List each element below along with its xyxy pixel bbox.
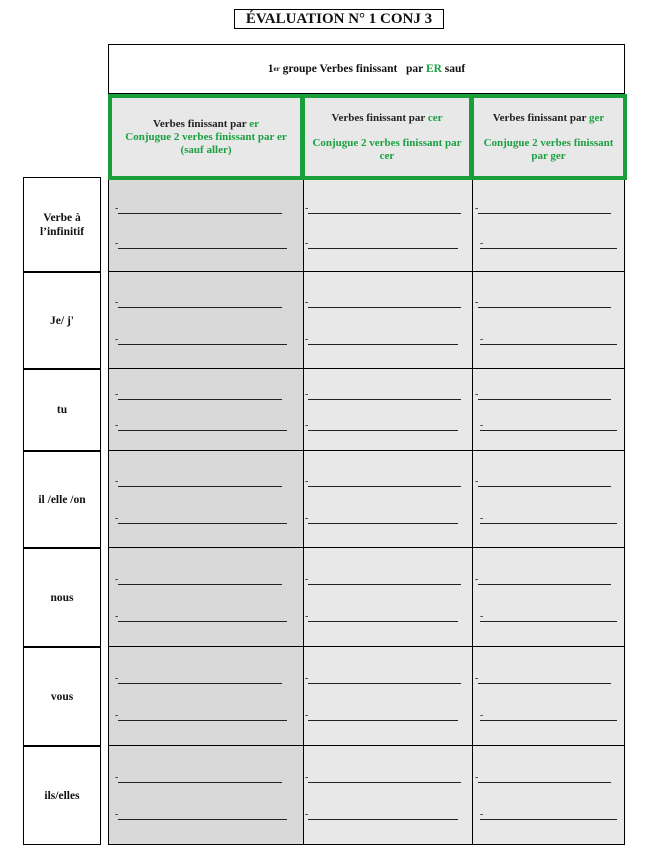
answer-line[interactable] bbox=[118, 344, 287, 345]
header-prefix: 1 bbox=[267, 63, 274, 75]
dash-marker: - bbox=[305, 334, 309, 345]
dash-marker: - bbox=[305, 772, 309, 783]
answer-cell[interactable] bbox=[303, 548, 473, 647]
answer-cell[interactable] bbox=[472, 451, 625, 548]
answer-cell[interactable] bbox=[472, 369, 625, 451]
answer-line[interactable] bbox=[118, 782, 282, 783]
dash-marker: - bbox=[115, 476, 119, 487]
answer-cell[interactable] bbox=[303, 272, 473, 369]
dash-marker: - bbox=[480, 710, 484, 721]
answer-line[interactable] bbox=[480, 720, 617, 721]
row-label: nous bbox=[23, 548, 101, 647]
dash-marker: - bbox=[115, 513, 119, 524]
dash-marker: - bbox=[305, 673, 309, 684]
dash-marker: - bbox=[115, 772, 119, 783]
column-ending: cer bbox=[427, 111, 443, 124]
dash-marker: - bbox=[115, 238, 119, 249]
column-label: Verbes finissant par bbox=[331, 111, 428, 124]
dash-marker: - bbox=[475, 574, 479, 585]
dash-marker: - bbox=[305, 297, 309, 308]
answer-line[interactable] bbox=[478, 307, 611, 308]
answer-cell[interactable] bbox=[472, 647, 625, 746]
dash-marker: - bbox=[115, 203, 119, 214]
dash-marker: - bbox=[475, 389, 479, 400]
answer-cell[interactable] bbox=[472, 180, 625, 272]
answer-cell[interactable] bbox=[472, 272, 625, 369]
answer-line[interactable] bbox=[118, 307, 282, 308]
dash-marker: - bbox=[115, 334, 119, 345]
table-header bbox=[108, 44, 625, 94]
row-label: il /elle /on bbox=[23, 451, 101, 548]
header-text-before: groupe Verbes finissant par bbox=[279, 63, 426, 75]
dash-marker: - bbox=[480, 809, 484, 820]
page-title: ÉVALUATION N° 1 CONJ 3 bbox=[234, 9, 444, 29]
dash-marker: - bbox=[475, 673, 479, 684]
answer-line[interactable] bbox=[478, 213, 611, 214]
answer-line[interactable] bbox=[308, 399, 461, 400]
answer-line[interactable] bbox=[480, 248, 617, 249]
answer-cell[interactable] bbox=[472, 746, 625, 845]
dash-marker: - bbox=[305, 203, 309, 214]
dash-marker: - bbox=[305, 710, 309, 721]
answer-cell[interactable] bbox=[303, 647, 473, 746]
column-instruction: Conjugue 2 verbes finissant par cer bbox=[312, 136, 462, 162]
answer-line[interactable] bbox=[118, 486, 282, 487]
dash-marker: - bbox=[115, 710, 119, 721]
dash-marker: - bbox=[305, 809, 309, 820]
column-label: Verbes finissant par bbox=[152, 117, 250, 130]
column-ending: ger bbox=[589, 111, 605, 124]
dash-marker: - bbox=[305, 238, 309, 249]
dash-marker: - bbox=[305, 389, 309, 400]
dash-marker: - bbox=[115, 420, 119, 431]
dash-marker: - bbox=[480, 420, 484, 431]
answer-cell[interactable] bbox=[108, 647, 304, 746]
answer-cell[interactable] bbox=[108, 548, 304, 647]
column-instruction: Conjugue 2 verbes finissant par ger bbox=[483, 136, 614, 162]
dash-marker: - bbox=[480, 513, 484, 524]
column-ending: er bbox=[249, 117, 260, 130]
answer-line[interactable] bbox=[118, 430, 287, 431]
answer-line[interactable] bbox=[118, 683, 282, 684]
answer-line[interactable] bbox=[480, 430, 617, 431]
column-header-er bbox=[108, 94, 304, 180]
answer-line[interactable] bbox=[478, 782, 611, 783]
header-highlight: ER bbox=[425, 63, 442, 75]
answer-line[interactable] bbox=[308, 720, 458, 721]
dash-marker: - bbox=[480, 611, 484, 622]
answer-line[interactable] bbox=[118, 523, 287, 524]
answer-line[interactable] bbox=[308, 621, 458, 622]
dash-marker: - bbox=[305, 476, 309, 487]
answer-line[interactable] bbox=[308, 486, 461, 487]
answer-line[interactable] bbox=[118, 819, 287, 820]
dash-marker: - bbox=[115, 389, 119, 400]
answer-line[interactable] bbox=[478, 399, 611, 400]
column-header-ger bbox=[470, 94, 627, 180]
answer-cell[interactable] bbox=[108, 180, 304, 272]
answer-cell[interactable] bbox=[303, 451, 473, 548]
answer-cell[interactable] bbox=[303, 369, 473, 451]
dash-marker: - bbox=[480, 334, 484, 345]
dash-marker: - bbox=[115, 574, 119, 585]
answer-line[interactable] bbox=[478, 486, 611, 487]
answer-cell[interactable] bbox=[472, 548, 625, 647]
answer-cell[interactable] bbox=[108, 369, 304, 451]
answer-cell[interactable] bbox=[303, 180, 473, 272]
dash-marker: - bbox=[475, 297, 479, 308]
header-superscript: er bbox=[273, 65, 280, 73]
header-text-after: sauf bbox=[441, 63, 466, 75]
answer-line[interactable] bbox=[308, 307, 461, 308]
dash-marker: - bbox=[115, 673, 119, 684]
answer-line[interactable] bbox=[478, 584, 611, 585]
answer-cell[interactable] bbox=[303, 746, 473, 845]
answer-cell[interactable] bbox=[108, 451, 304, 548]
answer-line[interactable] bbox=[308, 344, 458, 345]
column-label: Verbes finissant par bbox=[492, 111, 589, 124]
answer-line[interactable] bbox=[308, 584, 461, 585]
row-label: ils/elles bbox=[23, 746, 101, 845]
dash-marker: - bbox=[475, 203, 479, 214]
dash-marker: - bbox=[475, 772, 479, 783]
dash-marker: - bbox=[475, 476, 479, 487]
dash-marker: - bbox=[115, 611, 119, 622]
answer-line[interactable] bbox=[480, 819, 617, 820]
column-instruction: Conjugue 2 verbes finissant par er (sauf aller) bbox=[125, 130, 287, 156]
answer-line[interactable] bbox=[480, 621, 617, 622]
answer-line[interactable] bbox=[480, 523, 617, 524]
row-label: vous bbox=[23, 647, 101, 746]
row-label: Verbe à l’infinitif bbox=[23, 177, 101, 272]
answer-line[interactable] bbox=[308, 782, 461, 783]
answer-line[interactable] bbox=[118, 399, 282, 400]
answer-line[interactable] bbox=[118, 621, 287, 622]
answer-cell[interactable] bbox=[108, 272, 304, 369]
dash-marker: - bbox=[305, 611, 309, 622]
answer-line[interactable] bbox=[308, 683, 461, 684]
answer-line[interactable] bbox=[118, 213, 282, 214]
answer-line[interactable] bbox=[118, 720, 287, 721]
dash-marker: - bbox=[480, 238, 484, 249]
dash-marker: - bbox=[305, 574, 309, 585]
dash-marker: - bbox=[115, 809, 119, 820]
answer-line[interactable] bbox=[478, 683, 611, 684]
row-label: Je/ j' bbox=[23, 272, 101, 369]
answer-line[interactable] bbox=[118, 584, 282, 585]
dash-marker: - bbox=[115, 297, 119, 308]
answer-line[interactable] bbox=[480, 344, 617, 345]
answer-line[interactable] bbox=[118, 248, 287, 249]
answer-line[interactable] bbox=[308, 523, 458, 524]
answer-line[interactable] bbox=[308, 430, 458, 431]
column-header-cer bbox=[301, 94, 473, 180]
answer-line[interactable] bbox=[308, 248, 458, 249]
answer-line[interactable] bbox=[308, 213, 461, 214]
answer-cell[interactable] bbox=[108, 746, 304, 845]
dash-marker: - bbox=[305, 513, 309, 524]
row-label: tu bbox=[23, 369, 101, 451]
answer-line[interactable] bbox=[308, 819, 458, 820]
dash-marker: - bbox=[305, 420, 309, 431]
